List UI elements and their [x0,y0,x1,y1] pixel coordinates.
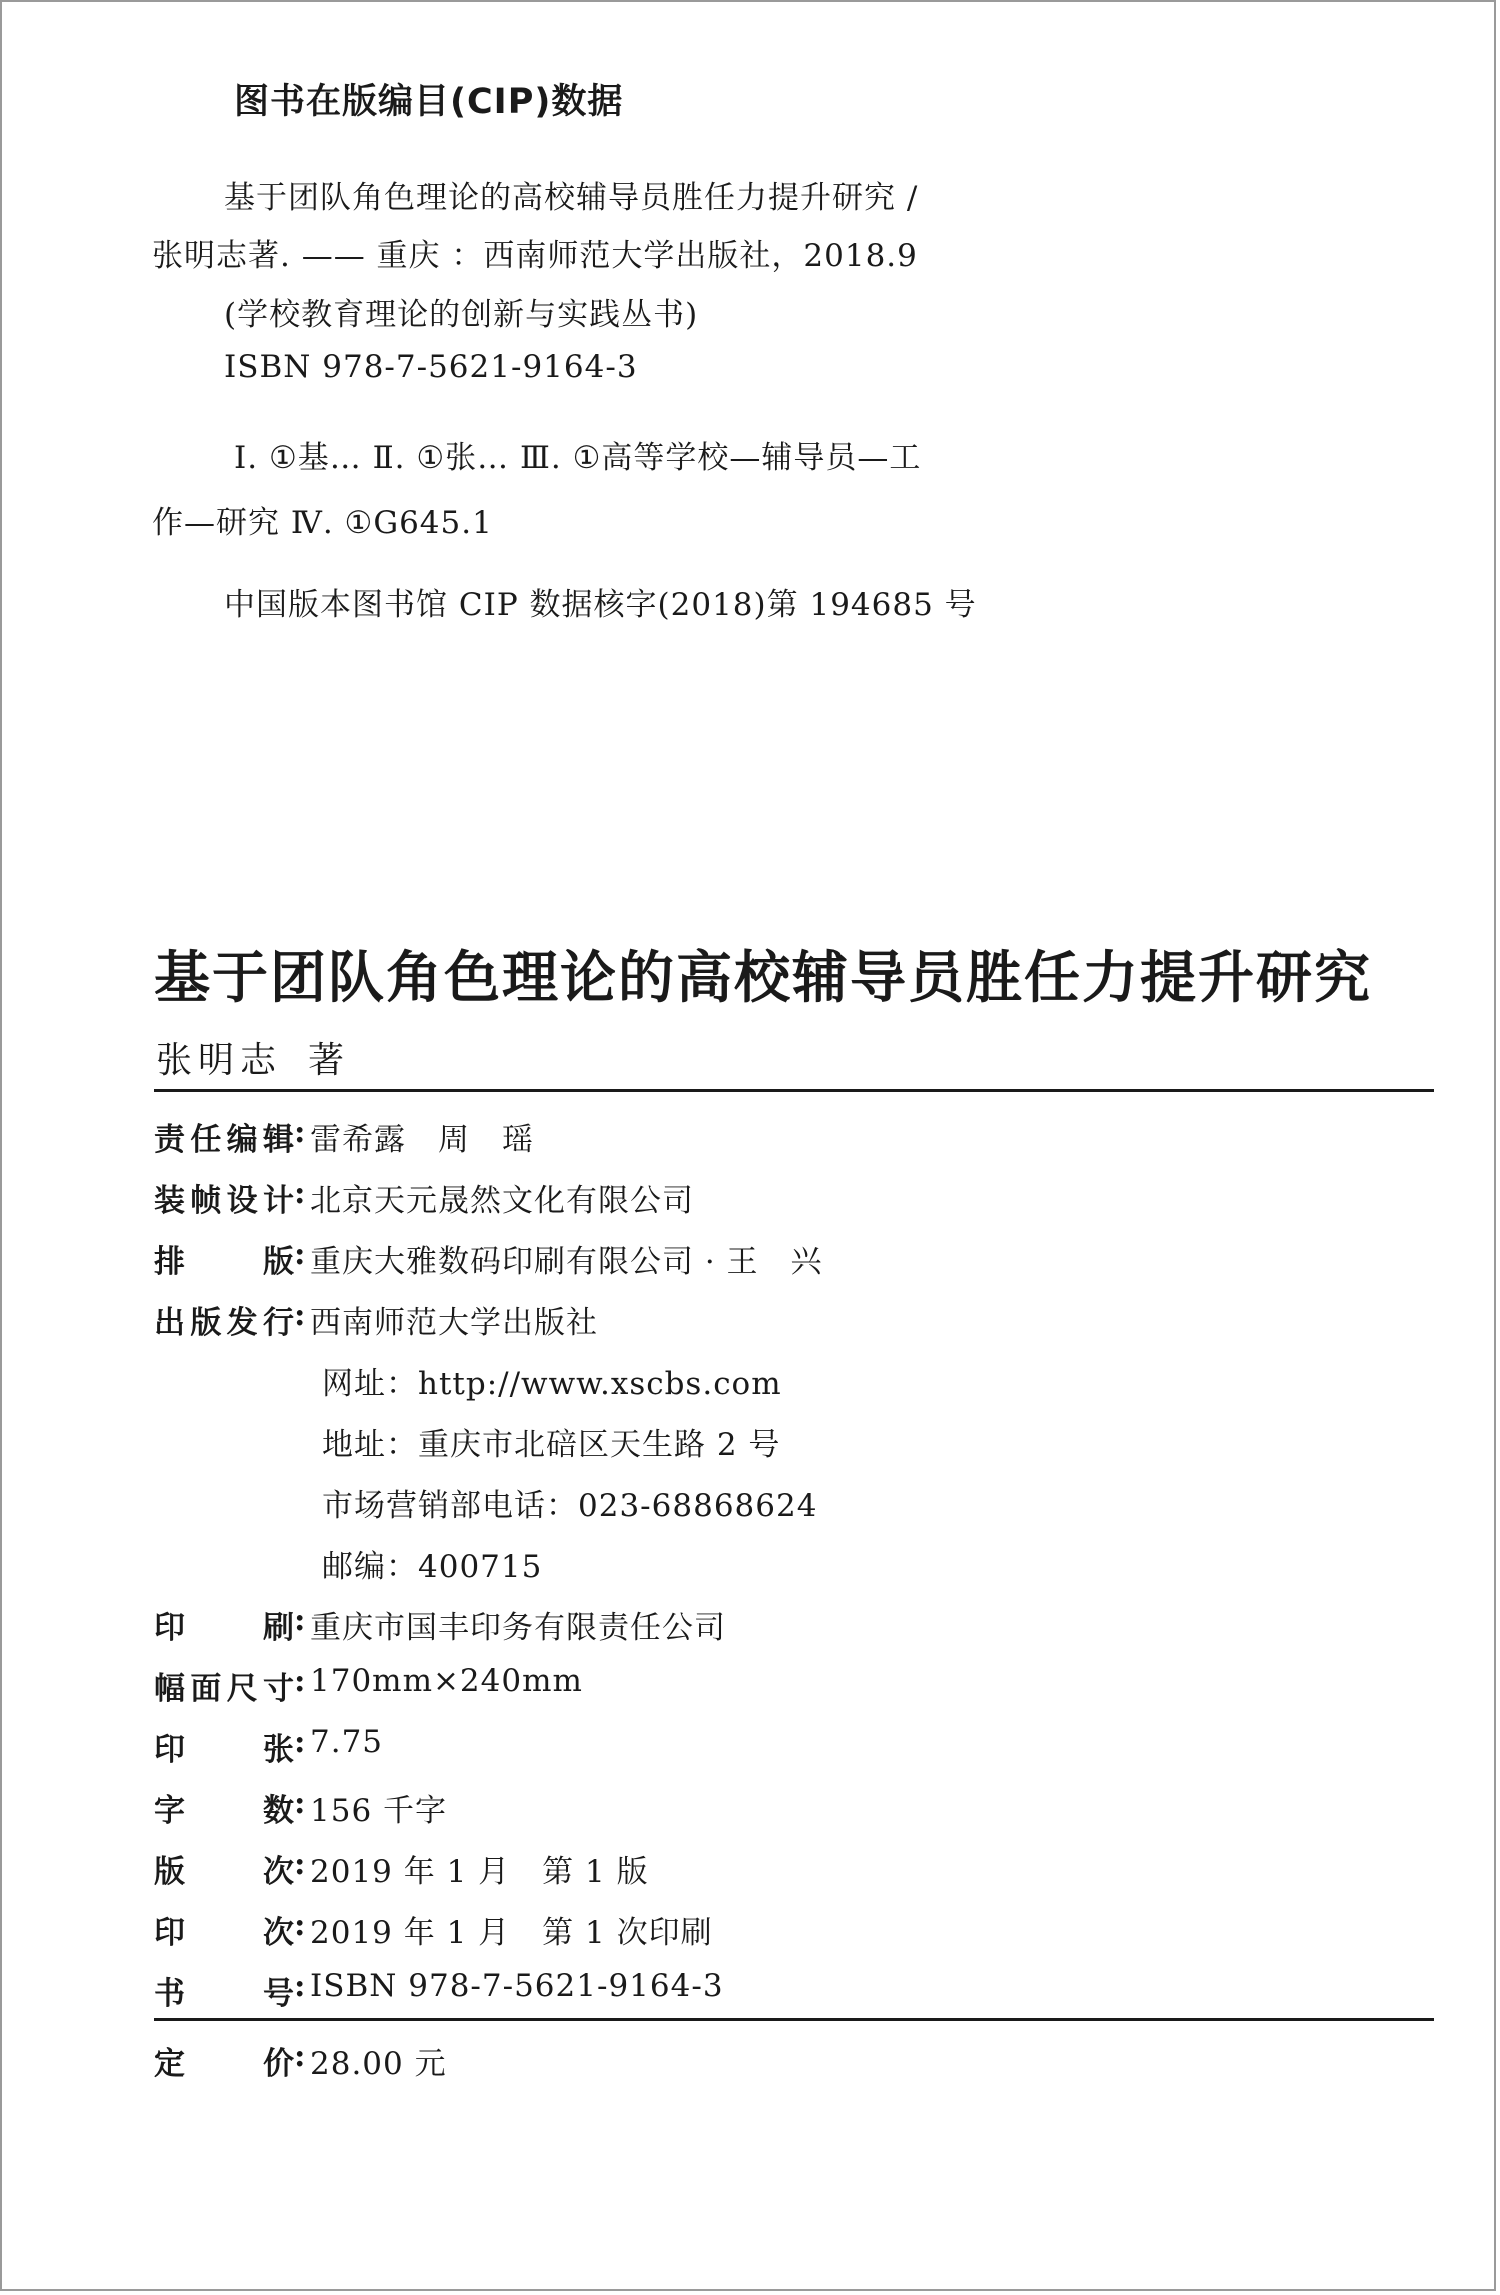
row-label: 印 张 [154,1732,294,1768]
publisher-website: 网址：http://www.xscbs.com [322,1366,782,1402]
colophon-row-publisher: 出版发行: 西南师范大学出版社 [154,1297,598,1341]
colophon-row-edition: 版 次: 2019 年 1 月 第 1 版 [154,1846,649,1890]
cip-subject-line-continued: 作—研究 Ⅳ. ①G645.1 [152,505,493,541]
row-value: 雷希露 周 瑶 [310,1122,534,1158]
row-label: 印 刷 [154,1610,294,1646]
colophon-row-words: 字 数: 156 千字 [154,1785,448,1829]
row-label: 排 版 [154,1244,294,1280]
row-label: 出版发行 [154,1305,294,1341]
colophon-row-price: 定 价: 28.00 元 [154,2038,447,2082]
colophon-row-design: 装帧设计: 北京天元晟然文化有限公司 [154,1175,694,1219]
row-label: 版 次 [154,1854,294,1890]
cip-subject-line: Ⅰ. ①基… Ⅱ. ①张… Ⅲ. ①高等学校—辅导员—工 [234,440,922,476]
row-label: 书 号 [154,1976,294,2012]
divider-top [154,1089,1434,1092]
row-value: 170mm×240mm [310,1663,583,1699]
row-label: 装帧设计 [154,1183,294,1219]
row-label: 印 次 [154,1915,294,1951]
colophon-row-typeset: 排 版: 重庆大雅数码印刷有限公司 · 王 兴 [154,1236,823,1280]
row-value: 重庆市国丰印务有限责任公司 [310,1610,726,1646]
cip-series-line: (学校教育理论的创新与实践丛书) [224,297,699,333]
colophon-row-size: 幅面尺寸: 170mm×240mm [154,1663,583,1707]
book-title: 基于团队角色理论的高校辅导员胜任力提升研究 [154,946,1372,1011]
publisher-address: 地址：重庆市北碚区天生路 2 号 [322,1427,781,1463]
cip-isbn-line: ISBN 978-7-5621-9164-3 [224,349,638,385]
row-label: 幅面尺寸 [154,1671,294,1707]
cip-record-number: 中国版本图书馆 CIP 数据核字(2018)第 194685 号 [224,587,977,623]
row-label: 责任编辑 [154,1122,294,1158]
row-value: 重庆大雅数码印刷有限公司 · 王 兴 [310,1244,823,1280]
row-value: 2019 年 1 月 第 1 版 [310,1854,649,1890]
author-role: 著 [308,1040,351,1081]
row-label: 字 数 [154,1793,294,1829]
cip-title-line: 基于团队角色理论的高校辅导员胜任力提升研究 / [224,180,919,216]
row-value: 2019 年 1 月 第 1 次印刷 [310,1915,713,1951]
publisher-phone: 市场营销部电话：023-68868624 [322,1488,818,1524]
colophon-row-isbn: 书 号: ISBN 978-7-5621-9164-3 [154,1968,724,2012]
colophon-row-sheets: 印 张: 7.75 [154,1724,384,1768]
book-author [156,1032,350,1083]
row-value: 7.75 [310,1724,384,1760]
row-value: 28.00 元 [310,2046,447,2082]
cip-heading: 图书在版编目(CIP)数据 [234,82,624,122]
row-value: 156 千字 [310,1793,448,1829]
row-label: 定 价 [154,2046,294,2082]
row-value: 北京天元晟然文化有限公司 [310,1183,694,1219]
publisher-postcode: 邮编：400715 [322,1549,543,1585]
colophon-row-editor: 责任编辑: 雷希露 周 瑶 [154,1114,534,1158]
author-name: 张明志 [156,1040,283,1081]
colophon-row-impression: 印 次: 2019 年 1 月 第 1 次印刷 [154,1907,713,1951]
row-value: 西南师范大学出版社 [310,1305,598,1341]
cip-publication-line: 张明志著. —— 重庆 ：西南师范大学出版社，2018.9 [152,238,918,274]
row-value: ISBN 978-7-5621-9164-3 [310,1968,724,2004]
divider-bottom [154,2018,1434,2021]
colophon-row-printer: 印 刷: 重庆市国丰印务有限责任公司 [154,1602,726,1646]
